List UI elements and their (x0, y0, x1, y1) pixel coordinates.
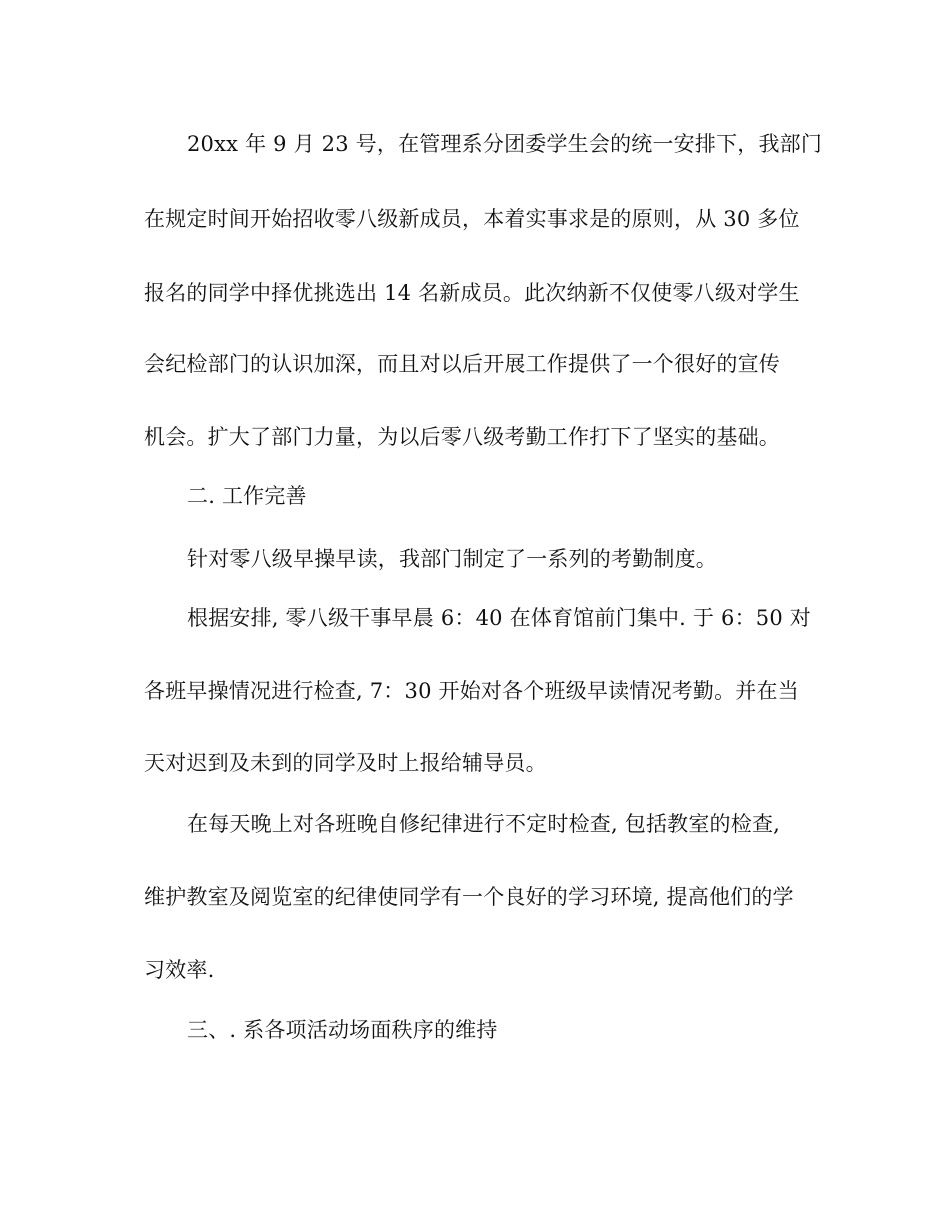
paragraph-line-9: 各班早操情况进行检查, 7：30 开始对各个班级早读情况考勤。并在当 (144, 679, 799, 703)
paragraph-line-3: 报名的同学中择优挑选出 14 名新成员。此次纳新不仅使零八级对学生 (144, 281, 800, 305)
paragraph-line-7: 针对零八级早操早读，我部门制定了一系列的考勤制度。 (187, 547, 717, 571)
paragraph-line-13: 习效率. (144, 958, 215, 982)
paragraph-line-12: 维护教室及阅览室的纪律使同学有一个良好的学习环境, 提高他们的学 (144, 885, 794, 909)
section-heading-2: 二. 工作完善 (187, 484, 307, 508)
paragraph-line-10: 天对迟到及未到的同学及时上报给辅导员。 (144, 751, 547, 775)
paragraph-line-11: 在每天晚上对各班晚自修纪律进行不定时检查, 包括教室的检查, (187, 812, 781, 836)
paragraph-line-8: 根据安排, 零八级干事早晨 6：40 在体育馆前门集中. 于 6：50 对 (187, 606, 811, 630)
paragraph-line-5: 机会。扩大了部门力量，为以后零八级考勤工作打下了坚实的基础。 (144, 425, 780, 449)
paragraph-line-2: 在规定时间开始招收零八级新成员，本着实事求是的原则，从 30 多位 (144, 207, 800, 231)
paragraph-line-4: 会纪检部门的认识加深，而且对以后开展工作提供了一个很好的宣传 (144, 352, 780, 376)
paragraph-line-1: 20xx 年 9 月 23 号，在管理系分团委学生会的统一安排下，我部门 (187, 132, 823, 156)
section-heading-3: 三、. 系各项活动场面秩序的维持 (187, 1018, 498, 1042)
